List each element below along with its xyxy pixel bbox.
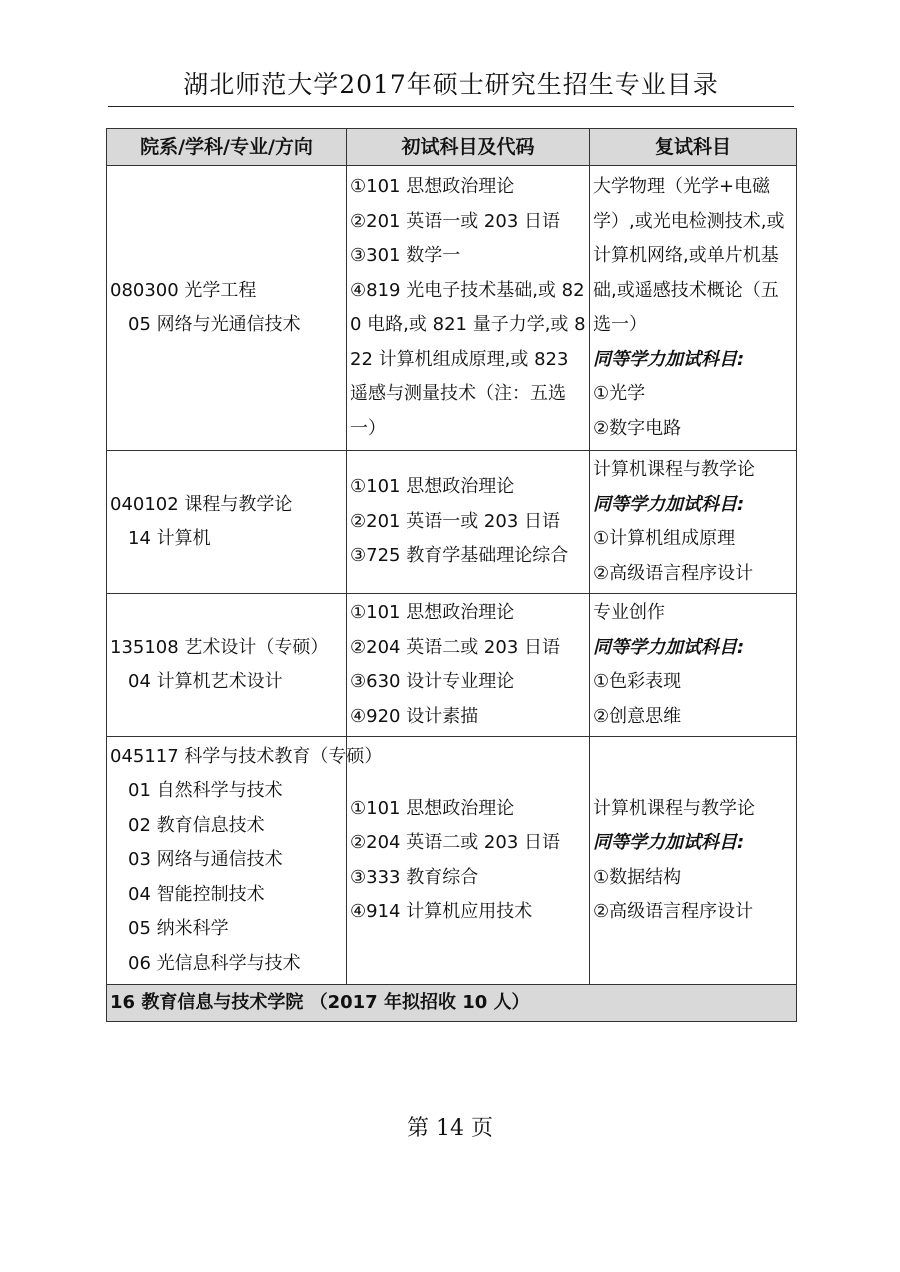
department-label: 16 教育信息与技术学院 （2017 年拟招收 10 人） bbox=[107, 985, 797, 1022]
exam-cell bbox=[347, 737, 590, 985]
retest-extra-label: 同等学力加试科目: bbox=[593, 348, 745, 370]
table-row bbox=[107, 737, 797, 985]
exam-subject: ②204 英语二或 203 日语 bbox=[350, 832, 561, 853]
retest-cell bbox=[590, 166, 797, 451]
exam-subject: ③725 教育学基础理论综合 bbox=[350, 545, 569, 567]
table-row bbox=[107, 594, 797, 737]
exam-subject: ①101 思想政治理论 bbox=[350, 797, 515, 819]
table-header-row bbox=[107, 129, 797, 166]
exam-subject: ④914 计算机应用技术 bbox=[350, 901, 533, 922]
program-cell bbox=[107, 737, 383, 985]
retest-main: 计算机课程与教学论 bbox=[593, 459, 755, 480]
program-direction: 03 网络与通信技术 bbox=[128, 849, 283, 871]
retest-extra-subject: ①色彩表现 bbox=[593, 671, 682, 692]
exam-subject: ④819 光电子技术基础,或 820 电路,或 821 量子力学,或 822 计算机组成原理,或 823 遥感与测量技术（注：五选一） bbox=[350, 279, 586, 439]
exam-subject: ①101 思想政治理论 bbox=[350, 476, 515, 498]
exam-subject: ②201 英语一或 203 日语 bbox=[350, 510, 561, 532]
retest-main: 计算机课程与教学论 bbox=[593, 797, 755, 819]
page-header-title: 湖北师范大学2017年硕士研究生招生专业目录 bbox=[183, 70, 719, 99]
retest-cell bbox=[590, 737, 797, 985]
retest-extra-label: 同等学力加试科目: bbox=[593, 636, 745, 658]
program-cell bbox=[107, 166, 347, 451]
page-number: 第 14 页 bbox=[407, 1116, 493, 1141]
retest-extra-subject: ②高级语言程序设计 bbox=[593, 562, 754, 584]
program-cell bbox=[107, 451, 347, 594]
retest-extra-label: 同等学力加试科目: bbox=[593, 493, 745, 515]
program-direction: 14 计算机 bbox=[128, 528, 211, 549]
exam-subject: ④920 设计素描 bbox=[350, 705, 479, 727]
retest-extra-subject: ①光学 bbox=[593, 383, 646, 404]
retest-extra-subject: ②数字电路 bbox=[593, 417, 682, 439]
exam-cell bbox=[347, 451, 590, 594]
column-header-program: 院系/学科/专业/方向 bbox=[107, 129, 347, 166]
column-header-exam: 初试科目及代码 bbox=[347, 129, 590, 166]
exam-subject: ②204 英语二或 203 日语 bbox=[350, 636, 561, 658]
exam-subject: ③630 设计专业理论 bbox=[350, 671, 515, 692]
program-major: 080300 光学工程 bbox=[110, 279, 257, 301]
retest-main: 大学物理（光学+电磁学）,或光电检测技术,或计算机网络,或单片机基础,或遥感技术概论（五选一） bbox=[593, 176, 785, 335]
exam-cell bbox=[347, 166, 590, 451]
exam-subject: ①101 思想政治理论 bbox=[350, 602, 515, 623]
program-direction: 05 网络与光通信技术 bbox=[128, 314, 301, 335]
exam-subject: ③301 数学一 bbox=[350, 245, 461, 266]
department-row bbox=[107, 985, 797, 1022]
exam-subject: ①101 思想政治理论 bbox=[350, 176, 515, 197]
header-divider bbox=[108, 106, 794, 107]
retest-extra-label: 同等学力加试科目: bbox=[593, 832, 745, 853]
column-header-retest: 复试科目 bbox=[590, 129, 797, 166]
program-direction: 04 智能控制技术 bbox=[128, 883, 265, 905]
exam-cell bbox=[347, 594, 590, 737]
program-major: 135108 艺术设计（专硕） bbox=[110, 636, 329, 658]
retest-extra-subject: ②高级语言程序设计 bbox=[593, 901, 754, 922]
table-row bbox=[107, 166, 797, 451]
program-major: 040102 课程与教学论 bbox=[110, 493, 293, 515]
retest-extra-subject: ②创意思维 bbox=[593, 705, 682, 727]
retest-extra-subject: ①数据结构 bbox=[593, 866, 682, 888]
program-direction: 01 自然科学与技术 bbox=[128, 780, 283, 802]
retest-cell bbox=[590, 594, 797, 737]
retest-main: 专业创作 bbox=[593, 602, 665, 623]
exam-subject: ②201 英语一或 203 日语 bbox=[350, 210, 561, 232]
program-major: 045117 科学与技术教育（专硕） bbox=[110, 745, 383, 767]
table-row bbox=[107, 451, 797, 594]
retest-extra-subject: ①计算机组成原理 bbox=[593, 528, 736, 549]
exam-subject: ③333 教育综合 bbox=[350, 866, 479, 888]
program-cell bbox=[107, 594, 347, 737]
retest-cell bbox=[590, 451, 797, 594]
program-direction: 06 光信息科学与技术 bbox=[128, 952, 301, 974]
program-direction: 05 纳米科学 bbox=[128, 918, 229, 940]
program-direction: 02 教育信息技术 bbox=[128, 814, 265, 836]
program-catalog-table bbox=[106, 128, 797, 1022]
program-direction: 04 计算机艺术设计 bbox=[128, 671, 283, 692]
